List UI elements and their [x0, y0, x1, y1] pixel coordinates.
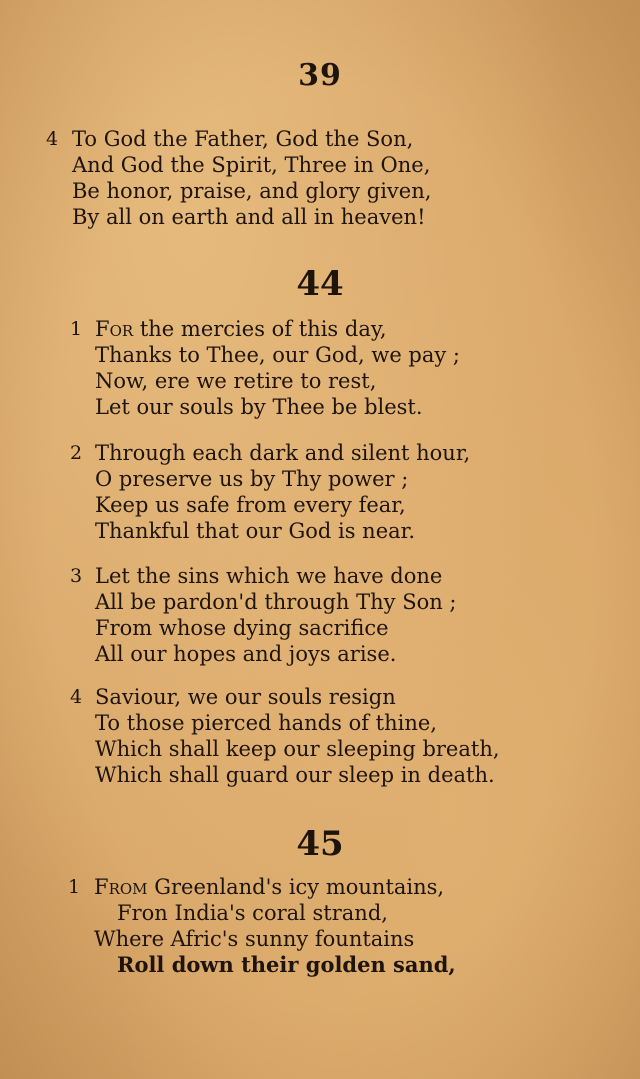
- verse-line: Saviour, we our souls resign: [95, 685, 396, 709]
- first-line-rest: Greenland's icy mountains,: [147, 875, 445, 899]
- hymn-number: 44: [296, 264, 344, 304]
- stanza-number: 1: [68, 876, 81, 898]
- verse-line: All our hopes and joys arise.: [95, 642, 397, 666]
- first-line-rest: the mercies of this day,: [133, 317, 387, 341]
- verse-line: Thankful that our God is near.: [95, 519, 416, 543]
- verse-line: Fron India's coral strand,: [117, 901, 388, 925]
- verse-line: [94, 874, 444, 900]
- first-word: For: [95, 317, 134, 341]
- stanza-number: 2: [70, 442, 83, 464]
- verse-line: Which shall keep our sleeping breath,: [95, 737, 500, 761]
- verse-line: To God the Father, God the Son,: [72, 127, 414, 151]
- verse-line: Let the sins which we have done: [95, 564, 443, 588]
- verse-line: Through each dark and silent hour,: [95, 441, 471, 465]
- hymn-number: 45: [296, 824, 344, 864]
- stanza-number: 4: [70, 686, 83, 708]
- verse-line: All be pardon'd through Thy Son ;: [95, 590, 457, 614]
- stanza-number: 4: [46, 128, 59, 150]
- verse-line: Be honor, praise, and glory given,: [72, 179, 432, 203]
- verse-line: By all on earth and all in heaven!: [72, 205, 426, 229]
- stanza-number: 3: [70, 565, 83, 587]
- verse-line: Where Afric's sunny fountains: [94, 927, 415, 951]
- verse-line: O preserve us by Thy power ;: [95, 467, 409, 491]
- stanza-number: 1: [70, 318, 83, 340]
- verse-line: And God the Spirit, Three in One,: [72, 153, 431, 177]
- verse-line: Which shall guard our sleep in death.: [95, 763, 495, 787]
- verse-line: Now, ere we retire to rest,: [95, 369, 377, 393]
- verse-line: Roll down their golden sand,: [117, 952, 456, 977]
- verse-line: To those pierced hands of thine,: [95, 711, 437, 735]
- page-number: 39: [298, 58, 342, 93]
- verse-line: From whose dying sacrifice: [95, 616, 389, 640]
- verse-line: Thanks to Thee, our God, we pay ;: [95, 343, 460, 367]
- verse-line: Keep us safe from every fear,: [95, 493, 406, 517]
- verse-line: Let our souls by Thee be blest.: [95, 395, 423, 419]
- first-word: From: [94, 875, 148, 899]
- verse-line: [95, 316, 387, 342]
